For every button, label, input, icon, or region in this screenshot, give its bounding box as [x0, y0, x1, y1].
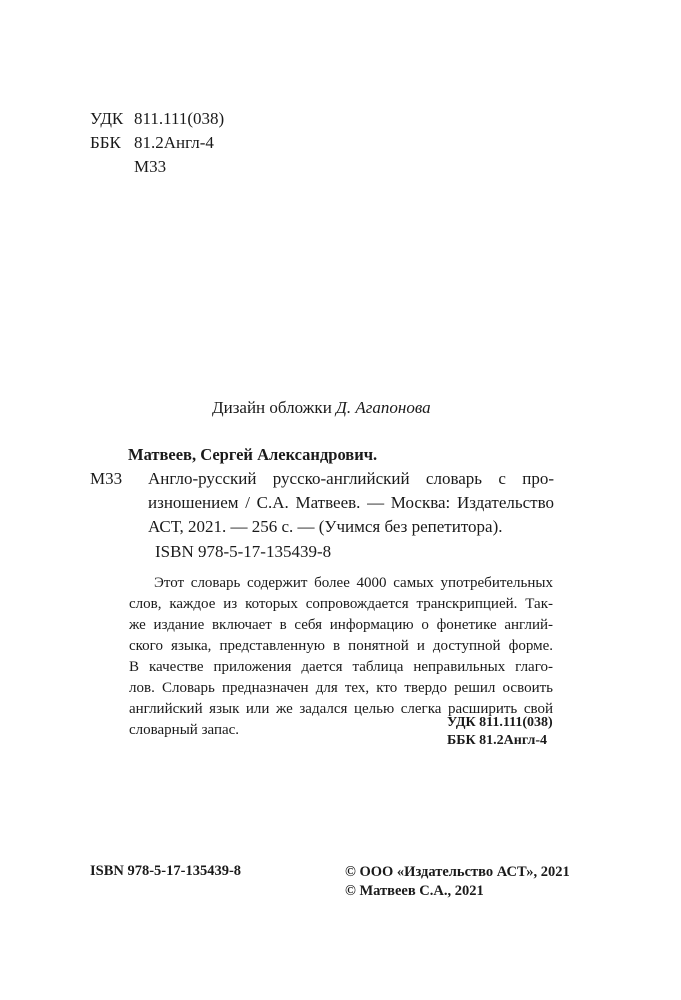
cover-design-label: Дизайн обложки: [212, 398, 332, 417]
copyright-block: [345, 863, 570, 901]
bbk-row: [90, 131, 224, 155]
annotation-udk: УДК 811.111(038): [447, 715, 553, 730]
bbk-value: 81.2Англ-4: [134, 133, 214, 152]
udk-row: [90, 107, 224, 131]
cover-designer-name: Д. Агапонова: [336, 398, 431, 417]
bib-description-line: изношением / С.А. Матвеев. — Москва: Издательство: [148, 493, 554, 512]
bib-description: [148, 467, 554, 539]
bib-author-sign: М33: [90, 469, 123, 488]
annotation-line: Этот словарь содержит более 4000 самых употребительных: [154, 575, 553, 591]
udk-value: 811.111(038): [134, 109, 225, 128]
author-sign: М33: [134, 157, 167, 176]
copyright-publisher: © ООО «Издательство АСТ», 2021: [345, 864, 570, 880]
annotation-line: лов. Словарь предназначен для тех, кто твердо решил освоить: [129, 680, 553, 696]
bib-author: Матвеев, Сергей Александрович.: [128, 445, 378, 464]
classification-block: [90, 107, 224, 179]
bib-description-line: Англо-русский русско-английский словарь с про-: [148, 469, 554, 488]
annotation-line: словарный запас.: [129, 722, 240, 738]
cover-design-credit: [212, 398, 431, 418]
annotation-line: ского языка, представленную в понятной и доступной форме.: [129, 638, 553, 654]
bib-description-line: АСТ, 2021. — 256 с. — (Учимся без репетитора).: [148, 517, 503, 536]
udk-label: УДК: [90, 109, 124, 128]
annotation-codes: [447, 714, 553, 750]
bbk-label: ББК: [90, 133, 121, 152]
annotation-line: В качестве приложения дается таблица неправильных глаго-: [129, 659, 553, 675]
annotation-line: слов, каждое из которых сопровождается транскрипцией. Так-: [129, 596, 553, 612]
annotation-line: английский язык или же задался целью слегка расширить свой: [129, 701, 553, 717]
annotation-line: же издание включает в себя информацию о фонетике англий-: [129, 617, 553, 633]
footer-isbn: ISBN 978-5-17-135439-8: [90, 863, 242, 879]
annotation-bbk: ББК 81.2Англ-4: [447, 733, 548, 748]
bib-isbn: ISBN 978-5-17-135439-8: [155, 542, 332, 561]
copyright-author: © Матвеев С.А., 2021: [345, 883, 484, 899]
